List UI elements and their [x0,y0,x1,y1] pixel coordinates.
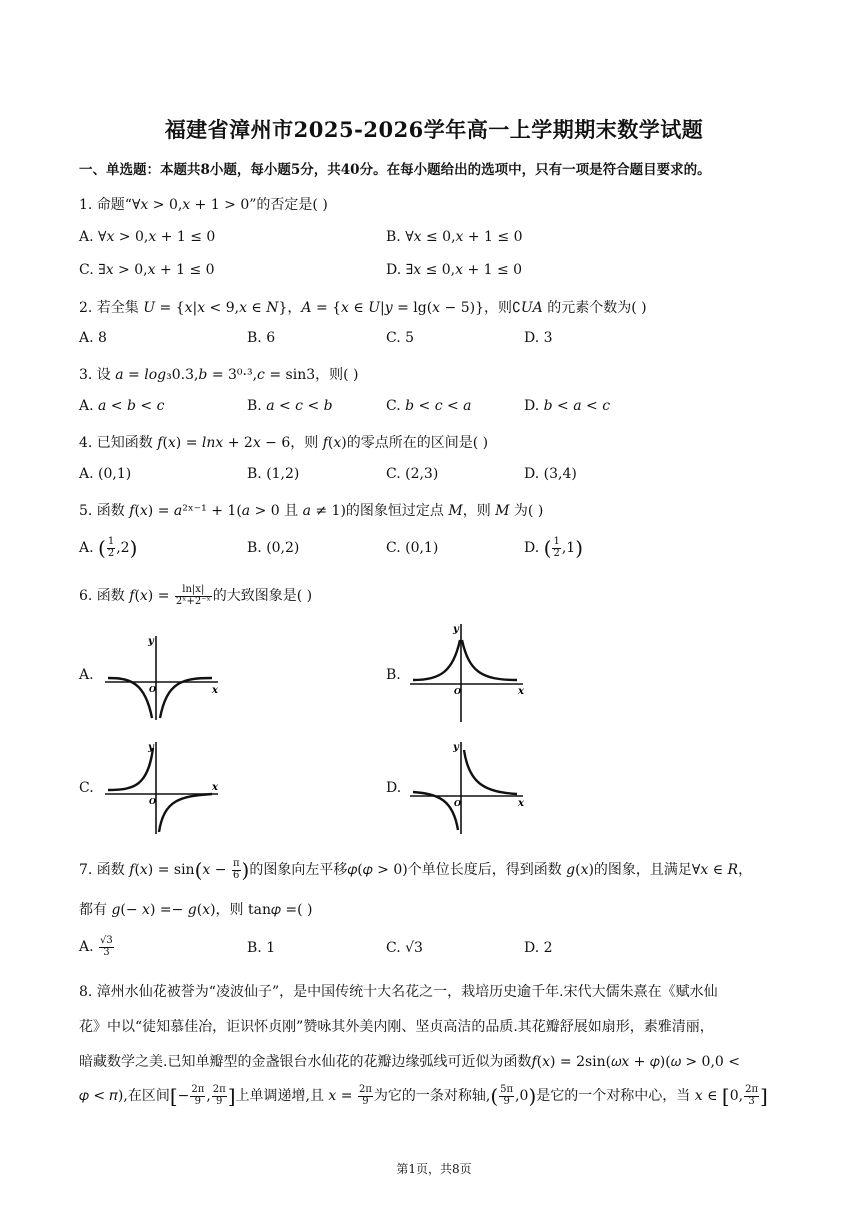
question-2-stem: 2. 若全集 𝑈 = {𝑥|𝑥 < 9,𝑥 ∈ 𝑁}，𝐴 = {𝑥 ∈ 𝑈|𝑦 = lg(𝑥 − 5)}，则∁𝑈𝐴 的元素个数为( ) [79,300,647,316]
fraction: $\frac{2\pi}{3}$ [745,1084,759,1107]
fraction: $\frac{2\pi}{9}$ [191,1084,205,1107]
q5-a-label: A. [79,540,99,556]
graph-a [100,630,225,725]
origin-label: O [454,798,461,808]
axis-y-label: y [148,742,154,753]
q6-label-d: D. [386,780,402,796]
fraction: $\frac{\pi}{6}$ [232,858,240,881]
graph-d [405,738,530,838]
question-5-stem: 5. 函数 𝑓(𝑥) = 𝑎²ˣ⁻¹ + 1(𝑎 > 0 且 𝑎 ≠ 1)的图象恒过定点 𝑀，则 𝑀 为( ) [79,503,544,519]
axis-y-label: y [453,742,459,753]
fraction: $\frac{2\pi}{9}$ [212,1084,226,1107]
q3-option-a: A. 𝑎 < 𝑏 < 𝑐 [79,398,165,414]
question-6-stem: 6. 函数 𝑓(𝑥) = $\frac{\ln|x|}{\text{2ˣ+2⁻ˣ}}$ 的大致图象是( ) [79,584,313,607]
fraction: $\frac{1}{2}$ [107,536,115,559]
fraction: $\frac{5\pi}{9}$ [500,1084,514,1107]
question-7-line-1: 7. 函数 𝑓(𝑥) = sin(x − $\frac{\pi}{6}$ )的图象向左平移𝜑(𝜑 > 0)个单位长度后，得到函数 𝑔(𝑥)的图象，且满足∀𝑥 ∈ 𝑅， [79,858,753,882]
q3-option-c: C. 𝑏 < 𝑐 < 𝑎 [386,398,472,414]
q5-option-d: D. ( $\frac{1}{2}$ ,1) [524,536,583,560]
graph-b [405,620,530,725]
q7-option-d: D. 2 [524,940,553,956]
q6-label-a: A. [79,667,94,683]
q4-option-c: C. (2,3) [386,466,439,482]
axis-x-label: x [518,798,524,809]
axis-x-label: x [212,782,218,793]
q4-option-b: B. (1,2) [247,466,300,482]
origin-label: O [149,796,156,806]
axis-y-label: y [148,636,154,647]
fraction: $\frac{√3}{3}$ [100,935,113,958]
fraction: $\frac{\ln|x|}{\text{2ˣ+2⁻ˣ}}$ [175,584,211,607]
q5-option-b: B. (0,2) [247,540,300,556]
q1-option-d: D. ∃𝑥 ≤ 0,𝑥 + 1 ≤ 0 [386,262,523,278]
question-3-stem: 3. 设 𝑎 = 𝑙𝑜𝑔₃0.3,𝑏 = 3⁰·³,𝑐 = sin3，则( ) [79,367,359,383]
section-heading: 一、单选题：本题共8小题，每小题5分，共40分。在每小题给出的选项中，只有一项是符合题目要求的。 [79,162,711,178]
q4-option-d: D. (3,4) [524,466,577,482]
question-8-line-1: 8. 漳州水仙花被誉为“凌波仙子”，是中国传统十大名花之一，栽培历史逾千年.宋代大儒朱熹在《赋水仙 [79,984,718,1000]
q7-option-b: B. 1 [247,940,276,956]
question-1-stem: 1. 命题“∀𝑥 > 0,𝑥 + 1 > 0”的否定是( ) [79,197,328,213]
q5-option-a: A. ( $\frac{1}{2}$ ,2) [79,536,138,560]
question-7-line-2: 都有 𝑔(− 𝑥) =− 𝑔(𝑥)，则 tan𝜑 =( ) [79,902,313,918]
question-8-line-4: 𝜑 < 𝜋),在区间[− $\frac{2\pi}{9}$ , $\frac{2\pi}{9}$ ]上单调递增,且 𝑥 = $\frac{2\pi}{9}$ 为它的一条对称轴,( $\frac{5\pi}{9}$ ,0)是它的一个对称中心，当 𝑥 ∈ [0, $\frac{2\pi}{3}$ ] [79,1084,768,1108]
question-4-stem: 4. 已知函数 𝑓(𝑥) = 𝑙𝑛𝑥 + 2𝑥 − 6，则 𝑓(𝑥)的零点所在的区间是( ) [79,435,489,451]
q5-d-label: D. [524,540,544,556]
origin-label: O [454,686,461,696]
q1-option-b: B. ∀𝑥 ≤ 0,𝑥 + 1 ≤ 0 [386,229,523,245]
origin-label: O [149,684,156,694]
q3-option-b: B. 𝑎 < 𝑐 < 𝑏 [247,398,333,414]
q2-option-c: C. 5 [386,330,415,346]
q1-option-a: A. ∀𝑥 > 0,𝑥 + 1 ≤ 0 [79,229,216,245]
axis-x-label: x [212,685,218,696]
q4-option-a: A. (0,1) [79,466,132,482]
fraction: $\frac{2\pi}{9}$ [358,1084,372,1107]
q5-option-c: C. (0,1) [386,540,439,556]
graph-c [100,738,225,838]
q3-option-d: D. 𝑏 < 𝑎 < 𝑐 [524,398,611,414]
q7-option-c: C. √3 [386,940,423,956]
axis-x-label: x [518,686,524,697]
fraction: $\frac{1}{2}$ [553,536,560,559]
q2-option-a: A. 8 [79,330,107,346]
q2-option-b: B. 6 [247,330,276,346]
q6-label-b: B. [386,667,401,683]
axis-y-label: y [453,624,459,635]
q1-option-c: C. ∃𝑥 > 0,𝑥 + 1 ≤ 0 [79,262,215,278]
q2-option-d: D. 3 [524,330,553,346]
question-8-line-3: 暗藏数学之美.已知单瓣型的金盏银台水仙花的花瓣边缘弧线可近似为函数𝑓(𝑥) = 2sin(𝜔𝑥 + 𝜑)(𝜔 > 0,0 < [79,1054,740,1070]
page-footer: 第1页，共8页 [396,1162,472,1176]
question-8-line-2: 花》中以“徒知慕佳冶，讵识怀贞刚”赞咏其外美内刚、坚贞高洁的品质.其花瓣舒展如扇形，素雅清丽， [79,1019,714,1035]
q7-option-a: A. $\frac{√3}{3}$ [79,935,113,958]
q6-label-c: C. [79,780,94,796]
page-title: 福建省漳州市2025-2026学年高一上学期期末数学试题 [164,117,704,142]
